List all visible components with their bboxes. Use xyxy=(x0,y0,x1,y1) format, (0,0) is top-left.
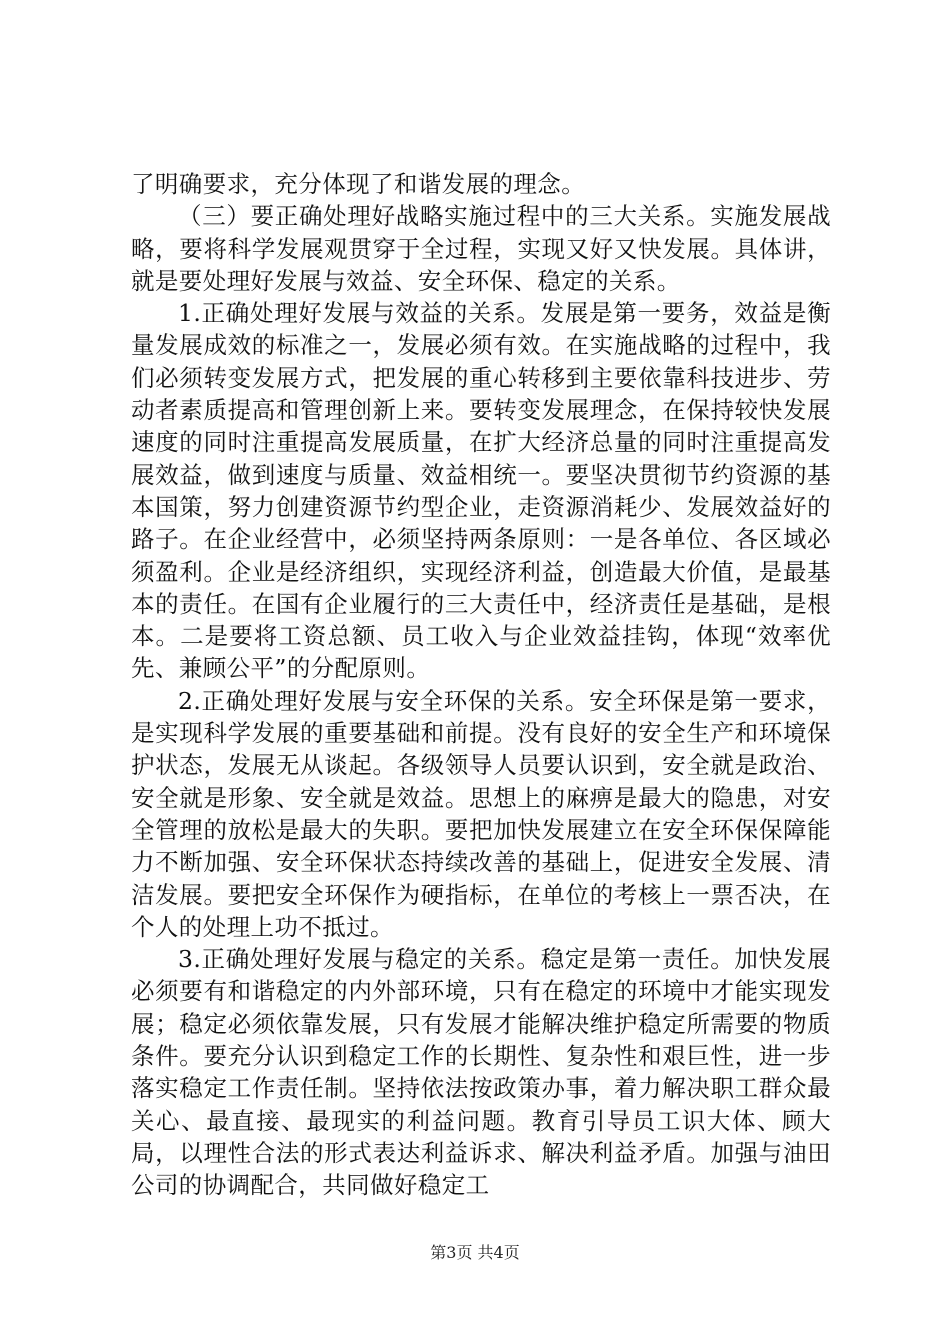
page-footer xyxy=(0,1243,950,1263)
document-body xyxy=(131,168,831,1202)
paragraph-continuation: 了明确要求，充分体现了和谐发展的理念。 xyxy=(131,170,586,198)
page-number-label: 第3页 共4页 xyxy=(430,1243,520,1262)
paragraph-item-3-stability: 3.正确处理好发展与稳定的关系。稳定是第一责任。加快发展必须要有和谐稳定的内外部环境，只有在稳定的环境中才能实现发展；稳定必须依靠发展，只有发展才能解决维护稳定所需要的物质条件。要充分认识到稳定工作的长期性、复杂性和艰巨性，进一步落实稳定工作责任制。坚持依法按政策办事，着力解决职工群众最关心、最直接、最现实的利益问题。教育引导员工识大体、顾大局，以理性合法的形式表达利益诉求、解决利益矛盾。加强与油田公司的协调配合，共同做好稳定工 xyxy=(131,945,831,1200)
paragraph-item-2-safety: 2.正确处理好发展与安全环保的关系。安全环保是第一要求，是实现科学发展的重要基础和前提。没有良好的安全生产和环境保护状态，发展无从谈起。各级领导人员要认识到，安全就是政治、安全就是形象、安全就是效益。思想上的麻痹是最大的隐患，对安全管理的放松是最大的失职。要把加快发展建立在安全环保保障能力不断加强、安全环保状态持续改善的基础上，促进安全发展、清洁发展。要把安全环保作为硬指标，在单位的考核上一票否决，在个人的处理上功不抵过。 xyxy=(131,686,831,941)
paragraph-section-three: （三）要正确处理好战略实施过程中的三大关系。实施发展战略，要将科学发展观贯穿于全过程，实现又好又快发展。具体讲，就是要处理好发展与效益、安全环保、稳定的关系。 xyxy=(131,202,831,295)
paragraph-item-1-efficiency: 1.正确处理好发展与效益的关系。发展是第一要务，效益是衡量发展成效的标准之一，发展必须有效。在实施战略的过程中，我们必须转变发展方式，把发展的重心转移到主要依靠科技进步、劳动者素质提高和管理创新上来。要转变发展理念，在保持较快发展速度的同时注重提高发展质量，在扩大经济总量的同时注重提高发展效益，做到速度与质量、效益相统一。要坚决贯彻节约资源的基本国策，努力创建资源节约型企业，走资源消耗少、发展效益好的路子。在企业经营中，必须坚持两条原则：一是各单位、各区域必须盈利。企业是经济组织，实现经济利益，创造最大价值，是最基本的责任。在国有企业履行的三大责任中，经济责任是基础，是根本。二是要将工资总额、员工收入与企业效益挂钩，体现“效率优先、兼顾公平”的分配原则。 xyxy=(131,299,831,683)
